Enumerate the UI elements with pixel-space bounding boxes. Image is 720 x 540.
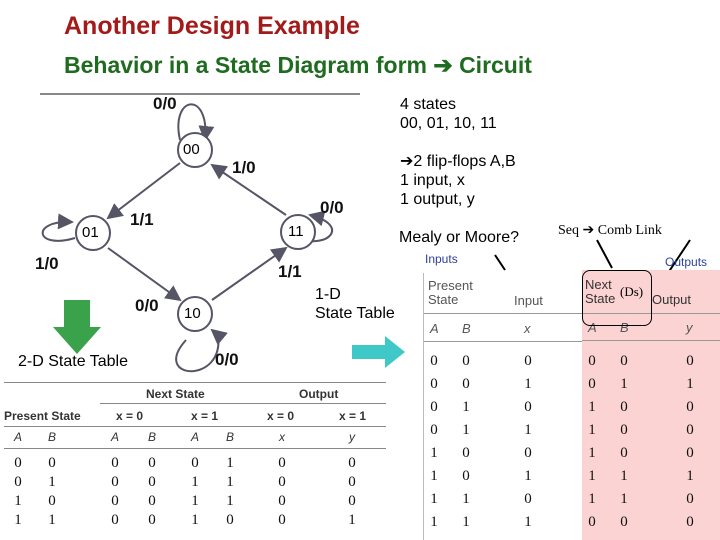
- note-seq-comb: Seq ➔ Comb Link: [558, 223, 662, 238]
- edge-label-s00: 0/0: [153, 94, 177, 113]
- edge-label-s11: 0/0: [320, 198, 344, 217]
- t2-cell-n1b: 1: [226, 455, 234, 471]
- ds-label: (Ds): [620, 284, 644, 299]
- t2-cell-a: 1: [14, 493, 22, 509]
- t2-cell-n1b: 0: [226, 512, 234, 528]
- right-arrow-icon: [352, 336, 405, 368]
- t1-cell-a: 0: [430, 422, 438, 438]
- t2-next-x0: x = 0: [116, 409, 144, 423]
- self-loop-01: [43, 222, 75, 241]
- t2-cell-b: 1: [48, 474, 56, 490]
- note-mealy-moore: Mealy or Moore?: [399, 229, 520, 246]
- node-label-01: 01: [82, 224, 99, 241]
- t1-cell-b: 0: [462, 376, 470, 392]
- t2-col-header: x: [279, 430, 285, 444]
- outputs-label: Outputs: [665, 255, 708, 269]
- t1-cell-x: 0: [524, 399, 532, 415]
- t1-cell-y: 0: [686, 399, 694, 415]
- t1-cell-a: 0: [430, 376, 438, 392]
- t2-cell-b: 1: [48, 512, 56, 528]
- t1-col-y: y: [686, 320, 693, 335]
- t2-cell-a: 0: [14, 455, 22, 471]
- t2-cell-n0a: 0: [111, 512, 119, 528]
- t1-cell-a: 1: [430, 491, 438, 507]
- t1-cell-next-b: 0: [620, 422, 628, 438]
- t1-col-next-a: A: [588, 320, 597, 335]
- t1-cell-y: 0: [686, 491, 694, 507]
- t1-cell-next-a: 1: [588, 422, 596, 438]
- t1-cell-next-b: 1: [620, 376, 628, 392]
- t2-cell-n0b: 0: [148, 474, 156, 490]
- note-1d-line2: State Table: [315, 305, 395, 322]
- node-label-00: 00: [183, 141, 200, 158]
- t1-cell-b: 0: [462, 445, 470, 461]
- t1-cell-next-b: 0: [620, 353, 628, 369]
- t2-cell-n1a: 1: [191, 512, 199, 528]
- t2-out-x1: x = 1: [339, 409, 367, 423]
- t2-cell-n1a: 1: [191, 474, 199, 490]
- t2-cell-a: 0: [14, 474, 22, 490]
- right-arrow-icon: ➔: [433, 52, 453, 78]
- right-arrow-icon: ➔: [400, 153, 414, 170]
- t1-input-header: Input: [514, 293, 543, 308]
- t1-cell-y: 0: [686, 422, 694, 438]
- subtitle-text: Behavior in a State Diagram form: [64, 52, 427, 78]
- t1-cell-x: 1: [524, 468, 532, 484]
- t1-cell-a: 0: [430, 399, 438, 415]
- inputs-label: Inputs: [425, 252, 458, 266]
- t2-cell-y1: 0: [348, 474, 356, 490]
- edge-label-10-11: 1/1: [278, 262, 302, 281]
- t1-col-b: B: [462, 321, 471, 336]
- t2-next-x1: x = 1: [191, 409, 219, 423]
- t1-next-state-header: Next State: [585, 277, 616, 306]
- t1-cell-next-b: 0: [620, 514, 628, 530]
- t2-cell-y1: 0: [348, 493, 356, 509]
- t2-output-header: Output: [299, 387, 339, 401]
- t1-cell-b: 1: [462, 399, 470, 415]
- t1-cell-a: 1: [430, 445, 438, 461]
- down-arrow-icon: [53, 300, 101, 354]
- t2-cell-y0: 0: [278, 474, 286, 490]
- t1-cell-b: 1: [462, 422, 470, 438]
- t2-cell-n0a: 0: [111, 474, 119, 490]
- t2-cell-n1b: 1: [226, 474, 234, 490]
- t1-cell-next-b: 0: [620, 399, 628, 415]
- t2-present-state-header: Present State: [4, 409, 81, 423]
- t1-cell-b: 0: [462, 468, 470, 484]
- t2-cell-n1a: 1: [191, 493, 199, 509]
- t2-cell-b: 0: [48, 455, 56, 471]
- t1-header-divider: [424, 313, 582, 314]
- node-label-10: 10: [184, 305, 201, 322]
- t1-cell-y: 0: [686, 445, 694, 461]
- t1-output-header: Output: [652, 292, 692, 307]
- note-1d-line1: 1-D: [315, 286, 341, 303]
- t1-cell-next-a: 1: [588, 445, 596, 461]
- t2-next-state-header: Next State: [146, 387, 205, 401]
- table-1d-left: [423, 273, 582, 540]
- edge-10-11: [212, 248, 286, 300]
- t2-col-header: B: [47, 430, 56, 444]
- t2-cell-y0: 0: [278, 512, 286, 528]
- page-title: Another Design Example: [64, 12, 360, 40]
- note-1d-table: [315, 285, 395, 323]
- note-ff-line3: 1 output, y: [400, 191, 475, 208]
- t2-cell-y0: 0: [278, 493, 286, 509]
- t1-present-state-header: Present State: [428, 278, 473, 307]
- t1-cell-x: 1: [524, 514, 532, 530]
- t1-cell-next-a: 1: [588, 399, 596, 415]
- t1-cell-y: 1: [686, 376, 694, 392]
- t2-group-line: [100, 403, 386, 404]
- edge-label-00-01: 1/1: [130, 210, 154, 229]
- t1-col-a: A: [430, 321, 439, 336]
- t2-col-header: y: [349, 430, 355, 444]
- t1-col-x: x: [524, 321, 531, 336]
- t1-cell-next-a: 0: [588, 514, 596, 530]
- note-states: [400, 95, 497, 133]
- t2-header-line: [4, 426, 386, 427]
- note-flipflops: [400, 152, 516, 209]
- note-states-line1: 4 states: [400, 96, 457, 113]
- t2-top-line: [4, 382, 386, 383]
- t2-out-x0: x = 0: [267, 409, 295, 423]
- right-arrow-icon: ➔: [582, 223, 595, 238]
- edge-10-00: [176, 330, 218, 371]
- t2-cell-n1a: 0: [191, 455, 199, 471]
- t1-cell-next-b: 1: [620, 468, 628, 484]
- t2-cell-n0a: 0: [111, 493, 119, 509]
- t1-cell-b: 0: [462, 353, 470, 369]
- t1-cell-a: 1: [430, 514, 438, 530]
- t2-cell-y1: 0: [348, 455, 356, 471]
- pointer-line-mealy: [495, 255, 505, 270]
- t1-cell-a: 1: [430, 468, 438, 484]
- t2-cell-b: 0: [48, 493, 56, 509]
- table-1d-right: [582, 270, 720, 540]
- t2-cell-n1b: 1: [226, 493, 234, 509]
- t2-cell-n0b: 0: [148, 493, 156, 509]
- edge-label-11-00: 1/0: [232, 158, 256, 177]
- t2-cell-n0b: 0: [148, 455, 156, 471]
- t1-cell-next-a: 1: [588, 491, 596, 507]
- t1-cell-y: 0: [686, 514, 694, 530]
- t1-cell-y: 1: [686, 468, 694, 484]
- t1-cell-a: 0: [430, 353, 438, 369]
- t1-cell-next-a: 0: [588, 353, 596, 369]
- node-label-11: 11: [288, 223, 304, 240]
- t1-cell-next-b: 1: [620, 491, 628, 507]
- t2-col-header: B: [225, 430, 234, 444]
- edge-01-10: [108, 248, 180, 300]
- t2-col-header: A: [110, 430, 119, 444]
- t1-cell-x: 1: [524, 422, 532, 438]
- t2-col-header: A: [13, 430, 22, 444]
- t1-cell-next-a: 0: [588, 376, 596, 392]
- t2-cell-y1: 1: [348, 512, 356, 528]
- note-ff-line2: 1 input, x: [400, 172, 465, 189]
- subtitle-tail: Circuit: [459, 52, 532, 78]
- t2-cell-n0b: 0: [148, 512, 156, 528]
- note-2d-table: 2-D State Table: [18, 353, 128, 370]
- note-states-line2: 00, 01, 10, 11: [400, 115, 497, 132]
- t1-cell-next-a: 1: [588, 468, 596, 484]
- t2-col-header: A: [190, 430, 199, 444]
- t1-cell-y: 0: [686, 353, 694, 369]
- t2-cell-n0a: 0: [111, 455, 119, 471]
- table-2d: [4, 382, 386, 540]
- edge-label-10-00: 0/0: [215, 350, 239, 369]
- t1-cell-x: 0: [524, 491, 532, 507]
- t1r-col-divider: [582, 340, 720, 341]
- t2-cell-a: 1: [14, 512, 22, 528]
- t1-cell-x: 0: [524, 445, 532, 461]
- t1-cell-x: 1: [524, 376, 532, 392]
- t2-col-header: B: [147, 430, 156, 444]
- t1-cell-b: 1: [462, 491, 470, 507]
- note-ff-line1: ➔2 flip-flops A,B: [400, 153, 516, 170]
- t1-col-divider: [424, 341, 582, 342]
- t2-cell-y0: 0: [278, 455, 286, 471]
- t1-cell-b: 1: [462, 514, 470, 530]
- t1-cell-x: 0: [524, 353, 532, 369]
- t2-col-line: [4, 448, 386, 449]
- t1-cell-next-b: 0: [620, 445, 628, 461]
- pointer-line-left: [597, 240, 612, 268]
- t1-col-next-b: B: [620, 320, 629, 335]
- edge-label-s01: 1/0: [35, 254, 59, 273]
- edge-label-01-10: 0/0: [135, 296, 159, 315]
